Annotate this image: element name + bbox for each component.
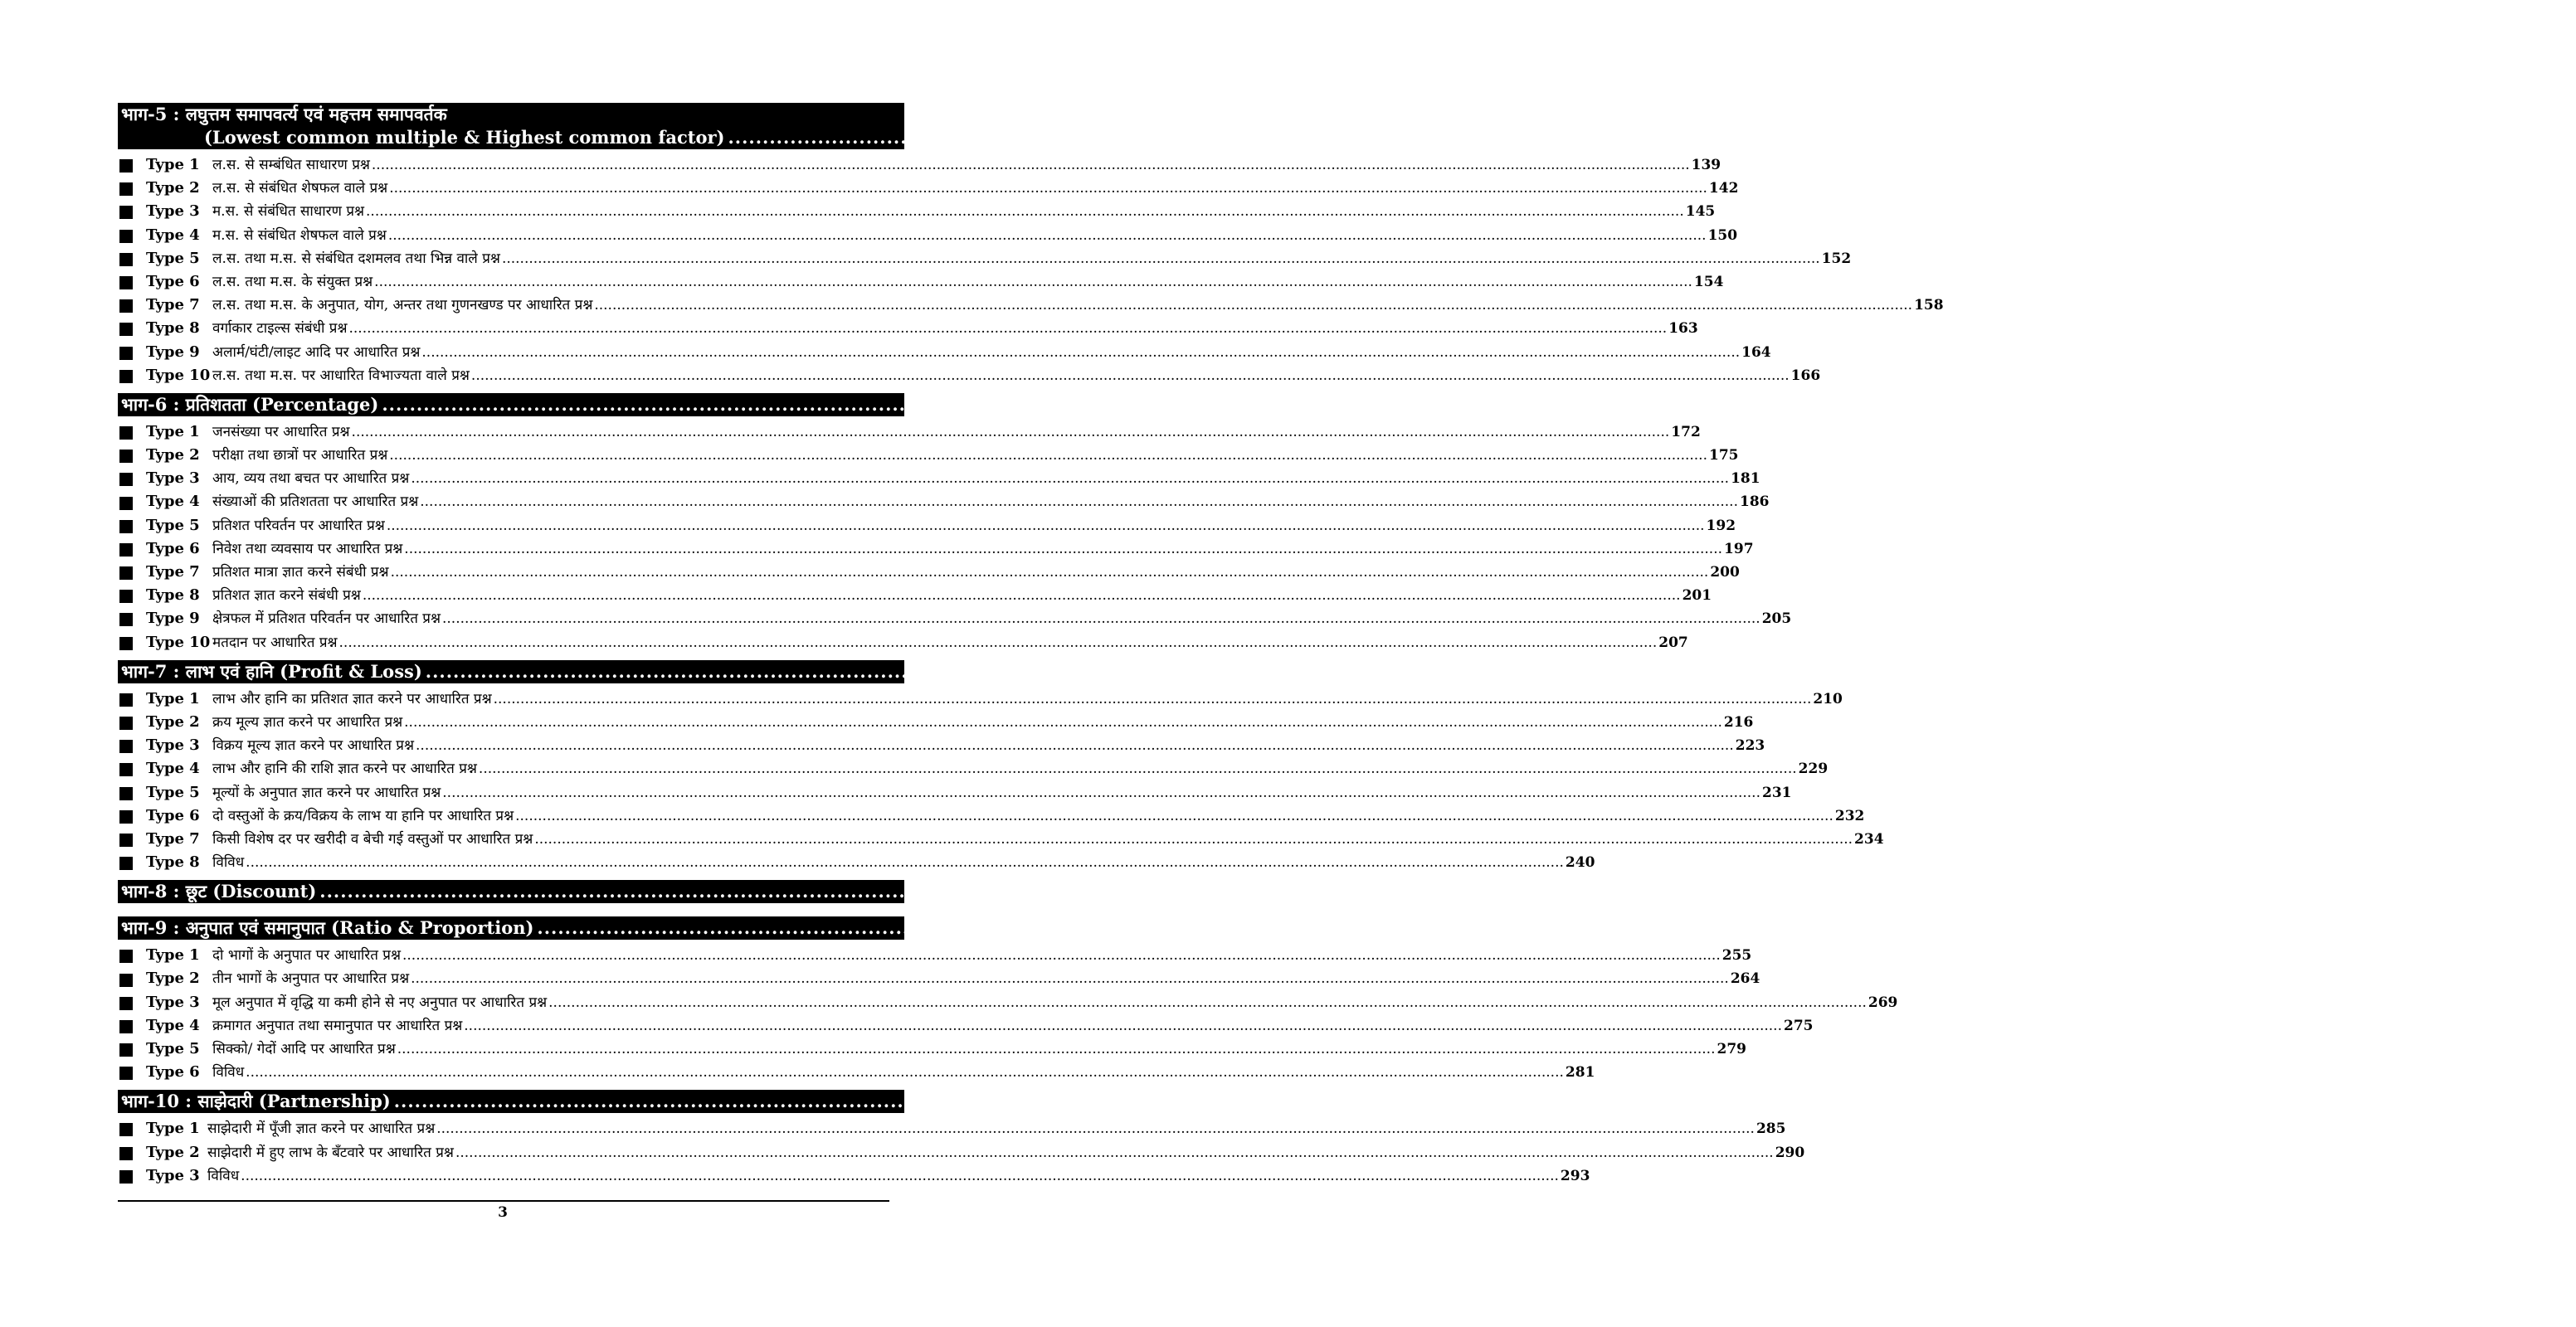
item-type: Type 6 — [146, 1063, 200, 1082]
item-description: अलार्म/घंटी/लाइट आदि पर आधारित प्रश्न — [212, 343, 421, 361]
item-description: ल.स. तथा म.स. से संबंधित दशमलव तथा भिन्न वाले प्रश्न — [212, 250, 500, 267]
toc-item — [118, 712, 1754, 735]
item-description: प्रतिशत मात्रा ज्ञात करने संबंधी प्रश्न — [212, 564, 389, 581]
square-bullet-icon — [119, 810, 133, 824]
dot-leader — [471, 367, 1790, 384]
item-page: 207 — [1658, 634, 1688, 651]
dot-leader — [352, 424, 1670, 440]
dot-leader — [404, 541, 1722, 557]
square-bullet-icon — [119, 450, 133, 463]
item-type: Type 8 — [146, 853, 200, 872]
item-type: Type 4 — [146, 226, 200, 244]
item-description: निवेश तथा व्यवसाय पर आधारित प्रश्न — [212, 540, 403, 557]
dot-leader — [402, 947, 1721, 964]
item-description: विविध — [212, 854, 245, 872]
item-page: 285 — [1755, 1120, 1786, 1138]
item-description: क्रमागत अनुपात तथा समानुपात पर आधारित प्रश्न — [212, 1017, 463, 1034]
item-page: 172 — [1671, 423, 1701, 440]
section-header — [118, 1090, 2242, 1113]
toc-item — [118, 1038, 1746, 1062]
square-bullet-icon — [119, 857, 133, 870]
section-pages: 172-209 — [2150, 393, 2231, 415]
toc-item — [118, 318, 1698, 341]
item-description: दो वस्तुओं के क्रय/विक्रय के लाभ या हानि पर आधारित प्रश्न — [212, 807, 514, 824]
square-bullet-icon — [119, 1020, 133, 1033]
square-bullet-icon — [119, 253, 133, 266]
toc-item — [118, 829, 1884, 852]
dot-leader — [594, 297, 1912, 314]
item-type: Type 7 — [146, 563, 200, 581]
page-number: 3 — [498, 1204, 508, 1221]
square-bullet-icon — [119, 370, 133, 383]
item-page: 223 — [1735, 737, 1765, 755]
dot-leader — [372, 157, 1690, 173]
item-type: Type 7 — [146, 829, 200, 848]
dot-leader — [728, 126, 2493, 149]
section-subtitle: (Lowest common multiple & Highest common factor) — [204, 127, 725, 148]
item-page: 240 — [1565, 854, 1595, 872]
toc-item — [118, 271, 1724, 294]
item-type: Type 10 — [146, 633, 211, 651]
dot-leader — [394, 1090, 2160, 1113]
toc-item — [118, 1015, 1814, 1038]
dot-leader — [411, 470, 1729, 487]
dot-leader — [388, 227, 1707, 244]
item-page: 164 — [1741, 343, 1771, 361]
toc-item — [118, 805, 1865, 829]
item-type: Type 5 — [146, 516, 200, 534]
toc-item — [118, 154, 1721, 177]
toc-item — [118, 248, 1852, 271]
dot-leader — [420, 493, 1738, 510]
item-description: किसी विशेष दर पर खरीदी व बेची गई वस्तुओं पर आधारित प्रश्न — [212, 830, 533, 848]
item-type: Type 10 — [146, 366, 211, 384]
item-type: Type 1 — [146, 689, 200, 707]
item-page: 290 — [1775, 1144, 1805, 1161]
dot-leader — [426, 660, 2191, 683]
square-bullet-icon — [119, 997, 133, 1010]
square-bullet-icon — [119, 159, 133, 173]
item-description: ल.स. तथा म.स. के संयुक्त प्रश्न — [212, 273, 373, 290]
footer-rule — [118, 1200, 889, 1202]
item-description: म.स. से संबंधित साधारण प्रश्न — [212, 203, 365, 221]
item-page: 264 — [1730, 970, 1760, 988]
section-title: भाग-9 : अनुपात एवं समानुपात (Ratio & Proportion) — [121, 917, 534, 939]
dot-leader — [421, 344, 1740, 361]
toc-item — [118, 491, 1770, 514]
item-type: Type 5 — [146, 249, 200, 267]
item-description: क्रय मूल्य ज्ञात करने पर आधारित प्रश्न — [212, 713, 403, 731]
dot-leader — [534, 831, 1853, 848]
section-header — [118, 103, 2576, 149]
square-bullet-icon — [119, 1123, 133, 1136]
dot-leader — [548, 994, 1867, 1011]
square-bullet-icon — [119, 763, 133, 776]
square-bullet-icon — [119, 497, 133, 510]
item-description: संख्याओं की प्रतिशतता पर आधारित प्रश्न — [212, 493, 419, 511]
item-type: Type 2 — [146, 446, 200, 464]
section-title: भाग-8 : छूट (Discount) — [121, 881, 317, 902]
dot-leader — [404, 714, 1722, 731]
toc-item — [118, 1142, 1805, 1165]
item-page: 145 — [1685, 203, 1716, 221]
dot-leader — [339, 634, 1658, 651]
item-type: Type 7 — [146, 296, 200, 314]
dot-leader — [442, 785, 1760, 801]
square-bullet-icon — [119, 1147, 133, 1160]
item-page: 158 — [1914, 297, 1944, 314]
toc-item — [118, 992, 1898, 1015]
dot-leader — [436, 1120, 1755, 1137]
item-description: मूल्यों के अनुपात ज्ञात करने पर आधारित प्रश्न — [212, 784, 441, 801]
toc-item — [118, 342, 1771, 365]
item-page: 154 — [1693, 273, 1724, 290]
item-type: Type 2 — [146, 970, 200, 988]
table-of-contents — [118, 103, 2576, 1193]
dot-leader — [246, 1064, 1564, 1081]
toc-section — [118, 393, 2231, 660]
item-page: 293 — [1560, 1167, 1590, 1184]
toc-item — [118, 852, 1595, 875]
dot-leader — [494, 691, 1812, 707]
square-bullet-icon — [119, 974, 133, 987]
item-description: मतदान पर आधारित प्रश्न — [212, 634, 338, 651]
item-description: परीक्षा तथा छात्रों पर आधारित प्रश्न — [212, 447, 388, 464]
item-description: विविध — [212, 1064, 245, 1082]
square-bullet-icon — [119, 1067, 133, 1080]
item-page: 163 — [1668, 320, 1698, 338]
toc-item — [118, 1165, 1590, 1188]
item-description: ल.स. से सम्बंधित साधारण प्रश्न — [212, 157, 370, 173]
square-bullet-icon — [119, 182, 133, 196]
section-pages: 210-242 — [2194, 660, 2274, 682]
item-page: 186 — [1739, 493, 1770, 511]
toc-item — [118, 177, 1739, 201]
square-bullet-icon — [119, 1170, 133, 1184]
dot-leader — [348, 320, 1667, 337]
dot-leader — [455, 1145, 1774, 1161]
toc-section — [118, 1090, 2242, 1193]
item-description: म.स. से संबंधित शेषफल वाले प्रश्न — [212, 226, 387, 244]
dot-leader — [479, 761, 1797, 777]
item-description: ल.स. तथा म.स. पर आधारित विभाज्यता वाले प्रश्न — [212, 367, 470, 384]
item-description: प्रतिशत ज्ञात करने संबंधी प्रश्न — [212, 587, 361, 605]
toc-item — [118, 421, 1701, 445]
item-type: Type 2 — [146, 179, 200, 197]
item-page: 232 — [1834, 807, 1865, 824]
toc-item — [118, 561, 1740, 585]
dot-leader — [537, 916, 2302, 940]
section-pages: 243-254 — [2087, 881, 2169, 902]
item-page: 275 — [1784, 1017, 1814, 1034]
section-pages: 139-171 — [2496, 127, 2576, 148]
item-type: Type 3 — [146, 993, 200, 1011]
toc-section — [118, 660, 2274, 881]
item-page: 175 — [1709, 447, 1739, 464]
square-bullet-icon — [119, 590, 133, 603]
item-type: Type 1 — [146, 422, 200, 440]
toc-item — [118, 365, 1821, 388]
toc-item — [118, 688, 1843, 712]
toc-item — [118, 294, 1944, 318]
item-type: Type 5 — [146, 1040, 200, 1057]
dot-leader — [241, 1168, 1559, 1184]
dot-leader — [442, 610, 1760, 627]
item-page: 139 — [1691, 157, 1721, 173]
item-type: Type 6 — [146, 272, 200, 290]
item-type: Type 2 — [146, 712, 200, 731]
item-description: साझेदारी में हुए लाभ के बँटवारे पर आधारित प्रश्न — [207, 1144, 454, 1161]
item-page: 210 — [1813, 690, 1843, 707]
item-type: Type 2 — [146, 1143, 200, 1161]
item-page: 205 — [1761, 610, 1792, 628]
item-description: लाभ और हानि की राशि ज्ञात करने पर आधारित प्रश्न — [212, 761, 477, 778]
section-header — [118, 393, 2231, 416]
item-type: Type 6 — [146, 539, 200, 557]
dot-leader — [366, 203, 1684, 220]
item-page: 200 — [1710, 564, 1740, 581]
dot-leader — [319, 880, 2085, 903]
item-page: 197 — [1724, 540, 1754, 557]
square-bullet-icon — [119, 206, 133, 219]
dot-leader — [246, 854, 1564, 871]
section-title: भाग-10 : साझेदारी (Partnership) — [121, 1091, 391, 1112]
item-description: मूल अनुपात में वृद्धि या कमी होने से नए अनुपात पर आधारित प्रश्न — [212, 994, 548, 1011]
square-bullet-icon — [119, 693, 133, 707]
dot-leader — [515, 808, 1833, 824]
square-bullet-icon — [119, 787, 133, 800]
dot-leader — [397, 1041, 1716, 1057]
item-page: 216 — [1723, 713, 1754, 731]
item-type: Type 8 — [146, 319, 200, 338]
item-type: Type 9 — [146, 610, 200, 628]
item-description: तीन भागों के अनुपात पर आधारित प्रश्न — [212, 970, 410, 988]
dot-leader — [391, 564, 1709, 581]
square-bullet-icon — [119, 230, 133, 243]
dot-leader — [389, 447, 1707, 464]
toc-item — [118, 758, 1829, 781]
section-pages: 285-294 — [2162, 1091, 2242, 1112]
square-bullet-icon — [119, 613, 133, 626]
toc-item — [118, 585, 1712, 608]
dot-leader — [416, 737, 1734, 754]
item-description: ल.स. से संबंधित शेषफल वाले प्रश्न — [212, 180, 388, 197]
toc-item — [118, 945, 1752, 968]
item-type: Type 9 — [146, 343, 200, 361]
square-bullet-icon — [119, 1043, 133, 1057]
item-description: प्रतिशत परिवर्तन पर आधारित प्रश्न — [212, 517, 385, 534]
section-title: भाग-7 : लाभ एवं हानि (Profit & Loss) — [121, 660, 422, 682]
toc-item — [118, 735, 1765, 758]
item-page: 231 — [1762, 784, 1792, 801]
square-bullet-icon — [119, 473, 133, 486]
square-bullet-icon — [119, 299, 133, 313]
dot-leader — [411, 970, 1729, 987]
toc-section — [118, 916, 2386, 1090]
item-type: Type 3 — [146, 469, 200, 488]
square-bullet-icon — [119, 637, 133, 650]
square-bullet-icon — [119, 950, 133, 963]
section-title: भाग-6 : प्रतिशतता (Percentage) — [121, 393, 379, 415]
item-page: 281 — [1565, 1064, 1595, 1082]
toc-item — [118, 468, 1760, 491]
dot-leader — [389, 180, 1707, 197]
item-description: विविध — [207, 1167, 240, 1184]
item-description: ल.स. तथा म.स. के अनुपात, योग, अन्तर तथा गुणनखण्ड पर आधारित प्रश्न — [212, 297, 593, 314]
item-type: Type 3 — [146, 202, 200, 221]
square-bullet-icon — [119, 834, 133, 847]
item-description: साझेदारी में पूँजी ज्ञात करने पर आधारित प्रश्न — [207, 1120, 436, 1138]
toc-item — [118, 225, 1738, 248]
item-page: 142 — [1708, 180, 1739, 197]
item-description: दो भागों के अनुपात पर आधारित प्रश्न — [212, 947, 401, 965]
item-page: 279 — [1717, 1041, 1746, 1057]
item-page: 192 — [1706, 517, 1736, 534]
toc-item — [118, 515, 1736, 538]
item-page: 201 — [1682, 587, 1712, 605]
item-type: Type 4 — [146, 493, 200, 511]
square-bullet-icon — [119, 717, 133, 730]
toc-section — [118, 880, 2169, 916]
dot-leader — [382, 393, 2147, 416]
toc-item — [118, 782, 1792, 805]
square-bullet-icon — [119, 543, 133, 557]
item-description: विक्रय मूल्य ज्ञात करने पर आधारित प्रश्न — [212, 737, 415, 755]
toc-section — [118, 103, 2576, 393]
item-type: Type 4 — [146, 760, 200, 778]
toc-item — [118, 201, 1716, 224]
item-type: Type 8 — [146, 586, 200, 605]
item-page: 234 — [1854, 830, 1884, 848]
item-page: 166 — [1790, 367, 1821, 384]
toc-item — [118, 445, 1739, 468]
square-bullet-icon — [119, 740, 133, 753]
item-type: Type 1 — [146, 1120, 200, 1138]
square-bullet-icon — [119, 323, 133, 336]
item-description: लाभ और हानि का प्रतिशत ज्ञात करने पर आधारित प्रश्न — [212, 690, 492, 707]
dot-leader — [464, 1018, 1782, 1034]
item-page: 255 — [1721, 947, 1752, 965]
section-header — [118, 880, 2169, 903]
item-description: जनसंख्या पर आधारित प्रश्न — [212, 423, 350, 440]
toc-item — [118, 608, 1792, 631]
section-header — [118, 916, 2386, 940]
dot-leader — [387, 518, 1705, 534]
square-bullet-icon — [119, 520, 133, 533]
square-bullet-icon — [119, 347, 133, 360]
item-page: 269 — [1867, 994, 1898, 1011]
item-type: Type 5 — [146, 783, 200, 801]
item-type: Type 1 — [146, 946, 200, 965]
item-description: वर्गाकार टाइल्स संबंधी प्रश्न — [212, 320, 348, 338]
square-bullet-icon — [119, 566, 133, 580]
dot-leader — [363, 587, 1681, 604]
item-description: क्षेत्रफल में प्रतिशत परिवर्तन पर आधारित प्रश्न — [212, 610, 441, 628]
square-bullet-icon — [119, 426, 133, 440]
toc-item — [118, 632, 1688, 655]
item-type: Type 4 — [146, 1016, 200, 1034]
item-page: 150 — [1707, 226, 1738, 244]
item-page: 229 — [1798, 761, 1829, 778]
item-page: 181 — [1731, 470, 1760, 488]
item-type: Type 3 — [146, 1166, 200, 1184]
item-description: सिक्को/ गेदों आदि पर आधारित प्रश्न — [212, 1041, 396, 1057]
toc-item — [118, 1062, 1595, 1085]
section-title: भाग-5 : लघुत्तम समापवर्त्य एवं महत्तम समापवर्तक — [121, 104, 447, 124]
item-page: 152 — [1821, 250, 1852, 267]
item-type: Type 1 — [146, 156, 200, 173]
dot-leader — [374, 274, 1692, 290]
item-type: Type 3 — [146, 736, 200, 755]
section-pages: 255-284 — [2306, 917, 2386, 939]
toc-item — [118, 1118, 1786, 1141]
square-bullet-icon — [119, 276, 133, 289]
section-header — [118, 660, 2274, 683]
toc-item — [118, 538, 1754, 561]
toc-item — [118, 968, 1760, 991]
dot-leader — [502, 250, 1820, 267]
item-description: आय, व्यय तथा बचत पर आधारित प्रश्न — [212, 470, 410, 488]
item-type: Type 6 — [146, 806, 200, 824]
